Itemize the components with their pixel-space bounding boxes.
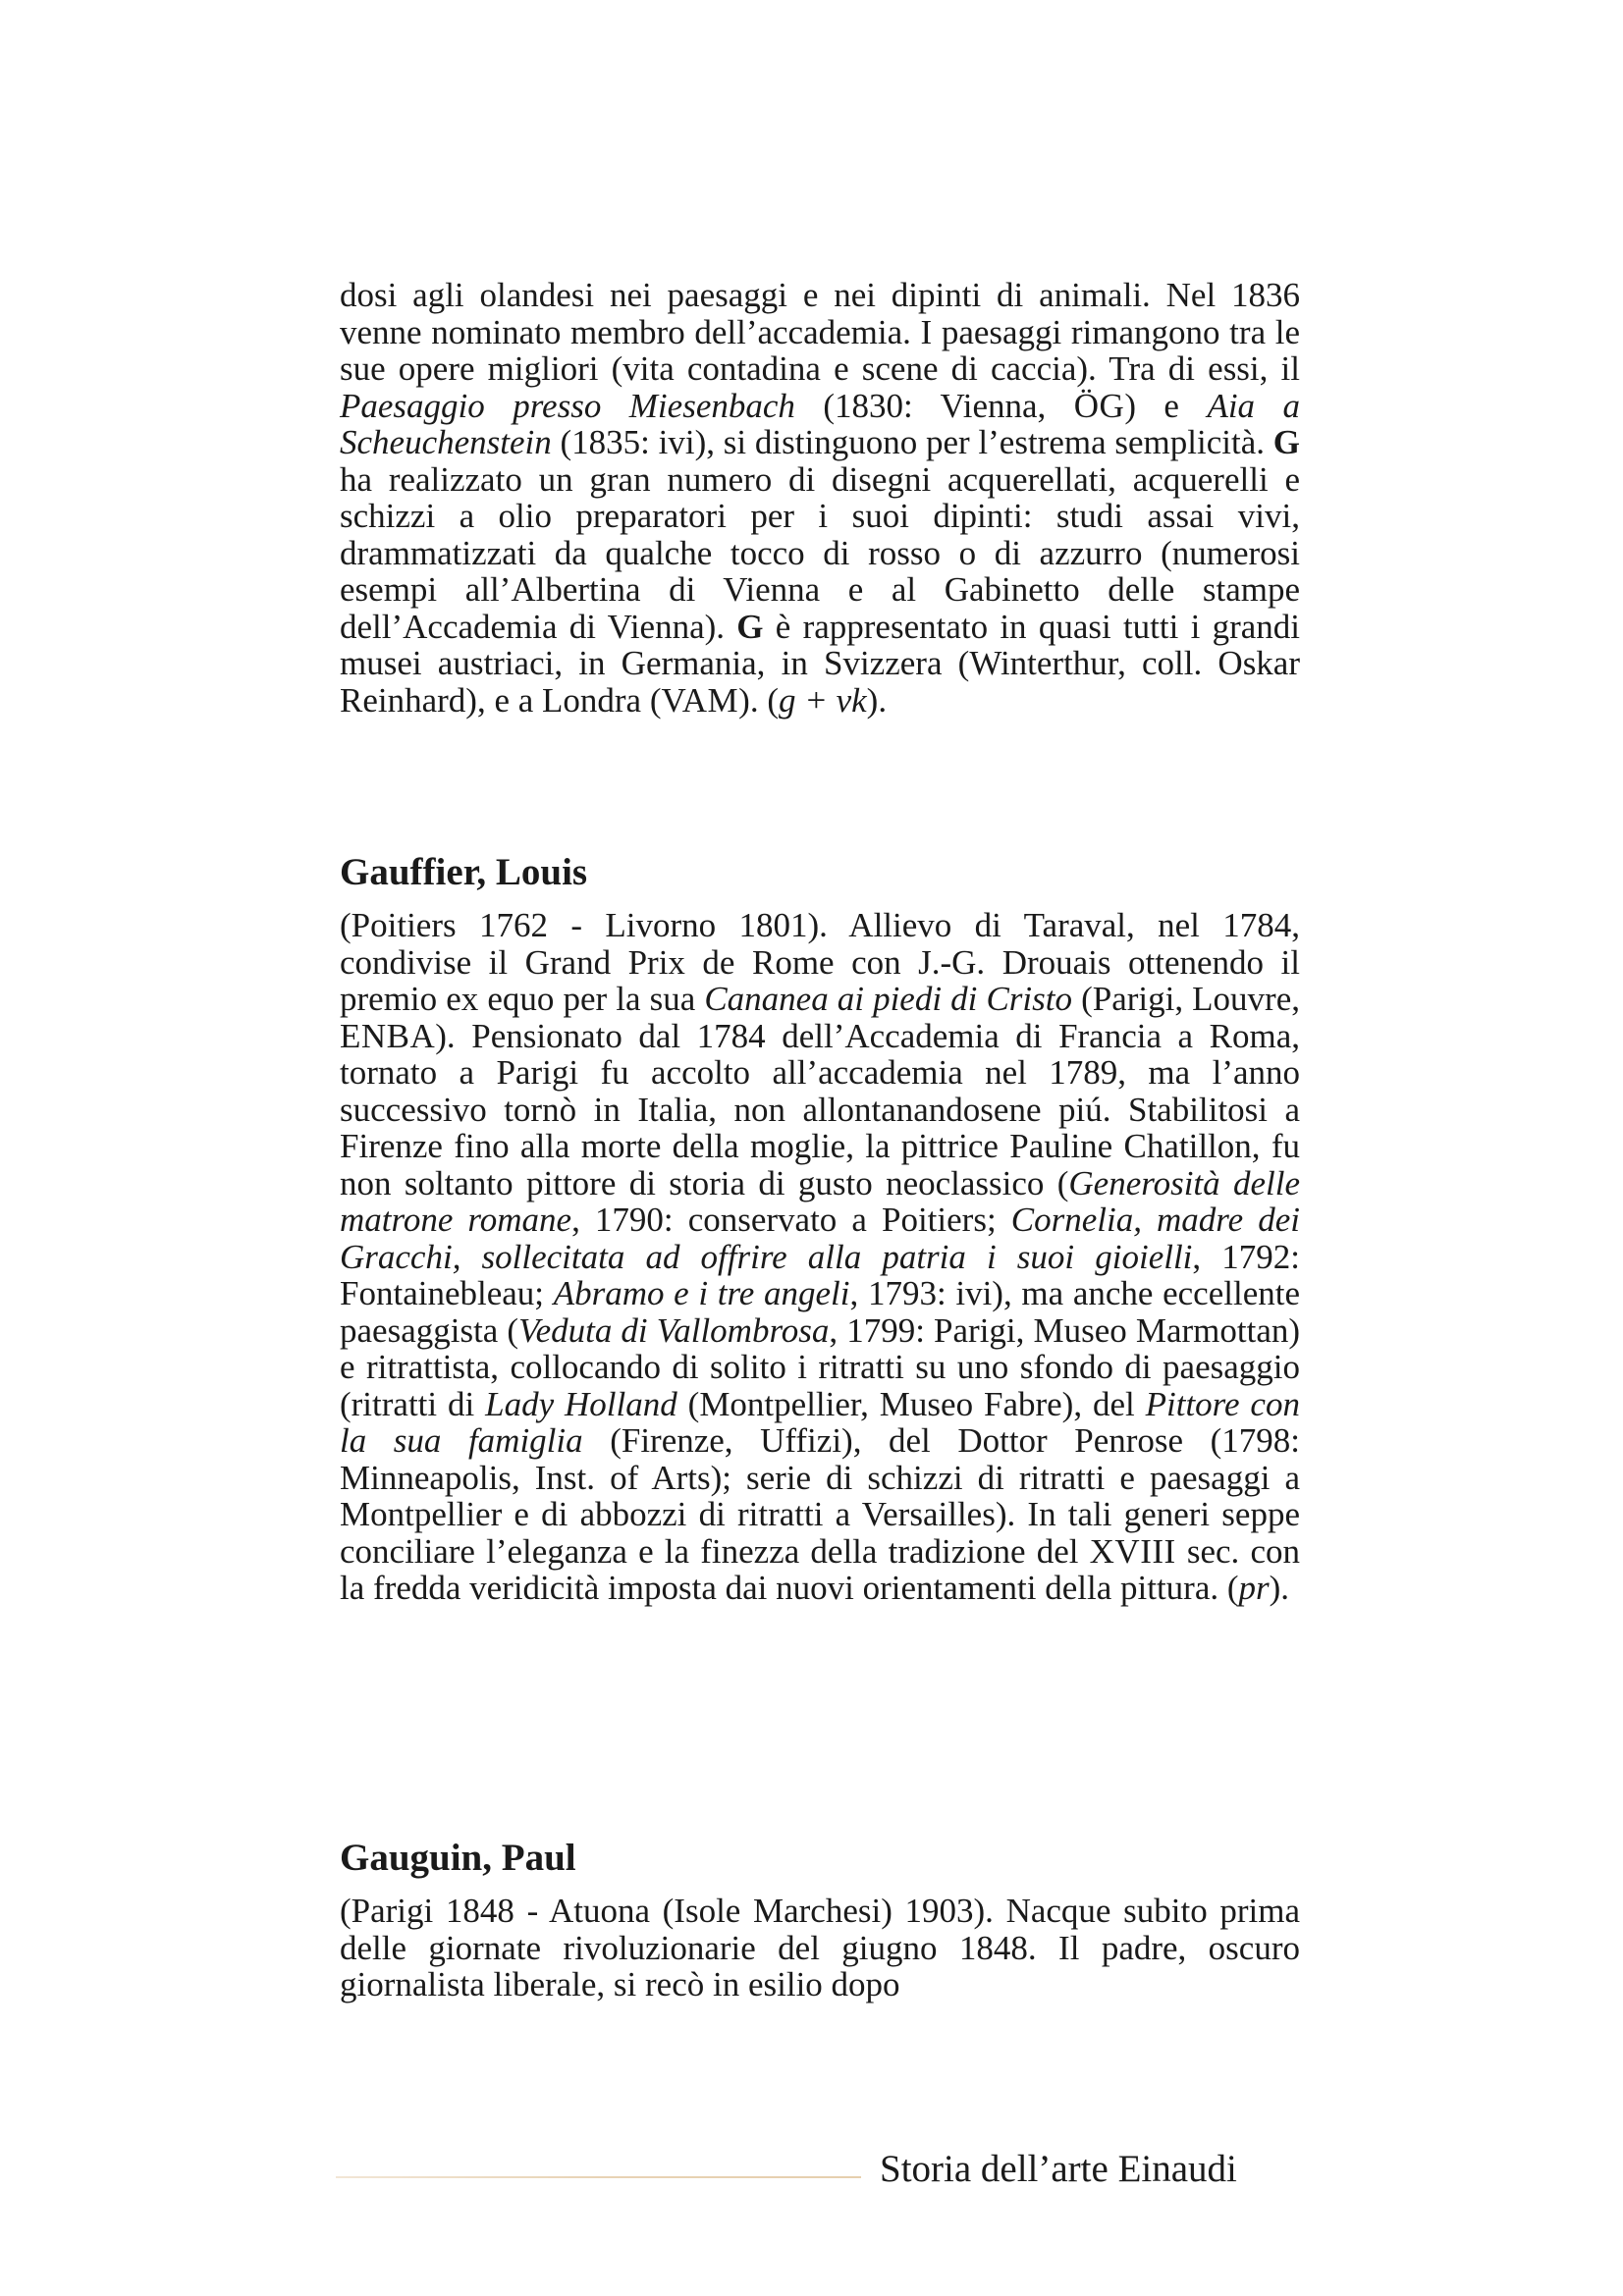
artwork-title: Abramo e i tre angeli [553,1274,850,1312]
artwork-title: Aia a Scheuchenstein [340,386,1301,461]
artwork-title: Generosità delle matrone romane [340,1163,1300,1239]
entry-paragraph: (Parigi 1848 - Atuona (Isole Marchesi) 1903). Nacque subito prima delle giornate rivoluzionarie del giugno 1848. Il padre, oscuro giornalista liberale, si recò in esilio dopo [340,1892,1300,2003]
entry-initial: G [736,607,764,646]
artwork-title: Lady Holland [485,1384,677,1423]
century-numeral: XVIII [1089,1531,1176,1571]
author-initials: pr [1238,1569,1270,1607]
artwork-title: Veduta di Vallombrosa [518,1310,830,1350]
page-footer [0,2145,1623,2194]
entry-gauguin [340,1838,1300,2003]
museum-abbreviation: ÖG [1073,386,1125,425]
museum-abbreviation: ENBA [340,1016,436,1055]
entry-gauffier [340,852,1300,1607]
artwork-title: Paesaggio presso Miesenbach [340,386,795,425]
continued-entry-text [340,277,1300,719]
entry-heading: Gauffier, Louis [340,851,588,893]
author-initials: g + vk [778,680,867,720]
artwork-title: Cornelia, madre dei Gracchi, sollecitata ad offrire alla patria i suoi gioielli [340,1201,1300,1276]
museum-abbreviation: VAM [661,680,739,720]
entry-paragraph: (Poitiers 1762 - Livorno 1801). Allievo di Taraval, nel 1784, condivise il Grand Prix de Rome con J.-G. Drouais ottenendo il premio ex equo per la sua Cananea ai piedi di Cristo (Parigi, Louvre, ENBA). Pensionato dal 1784 dell’Accademia di Francia a Roma, tornato a Parigi fu accolto all’accademia nel 1789, ma l’anno successivo tornò in Italia, non allontanandosene piú. Stabilitosi a Firenze fino alla morte della moglie, la pittrice Pauline Chatillon, fu non soltanto pittore di storia di gusto neoclassico (Generosità delle matrone romane, 1790: conservato a Poitiers; Cornelia, madre dei Gracchi, sollecitata ad offrire alla patria i suoi gioielli, 1792: Fontainebleau; Abramo e i tre angeli, 1793: ivi), ma anche eccellente paesaggista (Veduta di Vallombrosa, 1799: Parigi, Museo Marmottan) e ritrattista, collocando di solito i ritratti su uno sfondo di paesaggio (ritratti di Lady Holland (Montpellier, Museo Fabre), del Pittore con la sua famiglia (Firenze, Uffizi), del Dottor Penrose (1798: Minneapolis, Inst. of Arts); serie di schizzi di ritratti e paesaggi a Montpellier e di abbozzi di ritratti a Versailles). In tali generi seppe conciliare l’eleganza e la finezza della tradizione del XVIII sec. con la fredda veridicità imposta dai nuovi orientamenti della pittura. (pr). [340,906,1301,1607]
footer-rule [336,2176,861,2178]
continued-paragraph: dosi agli olandesi nei paesaggi e nei dipinti di animali. Nel 1836 venne nominato membro dell’accademia. I paesaggi rimangono tra le sue opere migliori (vita contadina e scene di caccia). Tra di essi, il Paesaggio presso Miesenbach (1830: Vienna, ÖG) e Aia a Scheuchenstein (1835: ivi), si distinguono per l’estrema semplicità. G ha realizzato un gran numero di disegni acquerellati, acquerelli e schizzi a olio preparatori per i suoi dipinti: studi assai vivi, drammatizzati da qualche tocco di rosso o di azzurro (numerosi esempi all’Albertina di Vienna e al Gabinetto delle stampe dell’Accademia di Vienna). G è rappresentato in quasi tutti i grandi musei austriaci, in Germania, in Svizzera (Winterthur, coll. Oskar Reinhard), e a Londra (VAM). (g + vk). [340,276,1301,720]
footer-publication-title: Storia dell’arte Einaudi [880,2148,1237,2190]
entry-heading: Gauguin, Paul [340,1837,576,1879]
artwork-title: Cananea ai piedi di Cristo [704,980,1072,1018]
artwork-title: Pittore con la sua famiglia [340,1384,1300,1460]
entry-initial: G [1272,423,1300,461]
